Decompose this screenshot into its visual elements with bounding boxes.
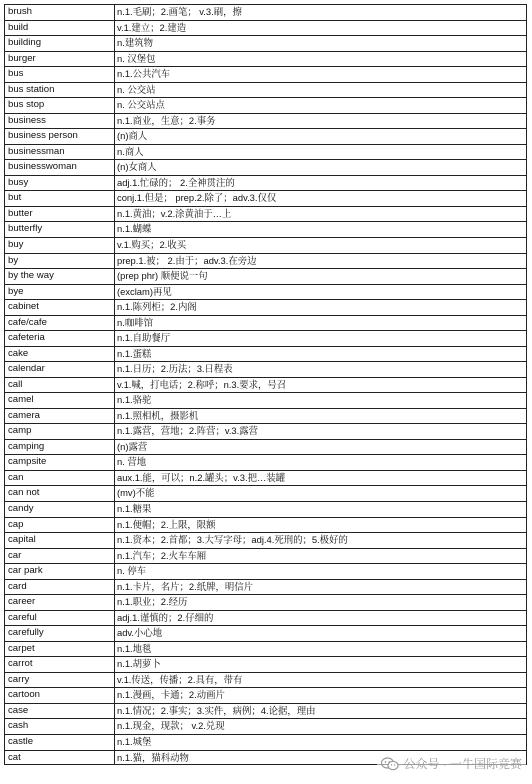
word-cell: cash: [4, 719, 115, 734]
definition-cell: n.1.职业；2.经历: [115, 595, 527, 610]
table-row: [4, 501, 527, 517]
word-cell: camera: [4, 409, 115, 424]
word-cell: calendar: [4, 362, 115, 377]
definition-cell: n.1.公共汽车: [115, 67, 527, 82]
word-cell: camping: [4, 440, 115, 455]
table-row: [4, 454, 527, 470]
word-cell: cafe/cafe: [4, 316, 115, 331]
table-row: [4, 144, 527, 160]
word-cell: build: [4, 21, 115, 36]
word-cell: butter: [4, 207, 115, 222]
definition-cell: n.1.资本；2.首都；3.大写字母；adj.4.死刑的；5.极好的: [115, 533, 527, 548]
definition-cell: n.商人: [115, 145, 527, 160]
table-row: [4, 175, 527, 191]
table-row: [4, 517, 527, 533]
table-row: [4, 485, 527, 501]
table-row: [4, 346, 527, 362]
word-cell: bus station: [4, 83, 115, 98]
table-row: [4, 253, 527, 269]
definition-cell: n. 营地: [115, 455, 527, 470]
table-row: [4, 548, 527, 564]
definition-cell: v.1.建立；2.建造: [115, 21, 527, 36]
definition-cell: (n)商人: [115, 129, 527, 144]
table-row: [4, 718, 527, 734]
definition-cell: n.1.卡片，名片；2.纸牌，明信片: [115, 580, 527, 595]
definition-cell: (exclam)再见: [115, 285, 527, 300]
table-row: [4, 377, 527, 393]
table-row: [4, 284, 527, 300]
word-cell: buy: [4, 238, 115, 253]
word-cell: castle: [4, 735, 115, 750]
definition-cell: prep.1.被； 2.由于；adv.3.在旁边: [115, 254, 527, 269]
word-cell: by: [4, 254, 115, 269]
definition-cell: (n)女商人: [115, 160, 527, 175]
definition-cell: n.1.现金，现款； v.2.兑现: [115, 719, 527, 734]
table-row: [4, 4, 527, 20]
definition-cell: n.1.陈列柜；2.内阁: [115, 300, 527, 315]
definition-cell: n.1.露营，营地；2.阵营；v.3.露营: [115, 424, 527, 439]
table-row: [4, 82, 527, 98]
word-cell: cafeteria: [4, 331, 115, 346]
word-cell: car: [4, 549, 115, 564]
watermark-text: 公众号 · 一牛国际竞赛: [403, 757, 522, 771]
definition-cell: n.1.城堡: [115, 735, 527, 750]
table-row: [4, 268, 527, 284]
word-cell: carry: [4, 673, 115, 688]
table-row: [4, 439, 527, 455]
definition-cell: n. 公交站: [115, 83, 527, 98]
table-row: [4, 392, 527, 408]
table-row: [4, 672, 527, 688]
word-cell: but: [4, 191, 115, 206]
table-row: [4, 20, 527, 36]
table-row: [4, 159, 527, 175]
table-row: [4, 97, 527, 113]
word-cell: business: [4, 114, 115, 129]
word-cell: cap: [4, 518, 115, 533]
word-cell: businessman: [4, 145, 115, 160]
definition-cell: n.1.漫画，卡通；2.动画片: [115, 688, 527, 703]
table-row: [4, 734, 527, 750]
definition-cell: n.1.情况；2.事实；3.实件，病例；4.论据，理由: [115, 704, 527, 719]
definition-cell: n.1.便帽；2.上限，限额: [115, 518, 527, 533]
word-cell: can not: [4, 486, 115, 501]
word-cell: card: [4, 580, 115, 595]
definition-cell: (prep phr) 顺便说一句: [115, 269, 527, 284]
table-row: [4, 35, 527, 51]
definition-cell: n.1.汽车；2.火车车厢: [115, 549, 527, 564]
table-row: [4, 594, 527, 610]
watermark: [377, 753, 526, 774]
definition-cell: n.1.商业，生意；2.事务: [115, 114, 527, 129]
table-row: [4, 128, 527, 144]
table-row: [4, 66, 527, 82]
definition-cell: n. 汉堡包: [115, 52, 527, 67]
table-row: [4, 237, 527, 253]
word-cell: cat: [4, 751, 115, 765]
word-cell: carpet: [4, 642, 115, 657]
table-row: [4, 656, 527, 672]
definition-cell: adj.1.忙碌的； 2.全神贯注的: [115, 176, 527, 191]
definition-cell: n.建筑物: [115, 36, 527, 51]
definition-cell: n.1.日历；2.历法；3.日程表: [115, 362, 527, 377]
table-row: [4, 641, 527, 657]
definition-cell: n.1.胡萝卜: [115, 657, 527, 672]
definition-cell: (n)露营: [115, 440, 527, 455]
word-cell: camel: [4, 393, 115, 408]
definition-cell: n.1.毛刷；2.画笔； v.3.刷，擦: [115, 5, 527, 20]
table-row: [4, 206, 527, 222]
word-cell: businesswoman: [4, 160, 115, 175]
definition-cell: v.1.传送，传播；2.具有，带有: [115, 673, 527, 688]
definition-cell: n.1.蛋糕: [115, 347, 527, 362]
definition-cell: n. 公交站点: [115, 98, 527, 113]
vocabulary-table: [4, 4, 527, 765]
word-cell: cake: [4, 347, 115, 362]
definition-cell: n. 停车: [115, 564, 527, 579]
word-cell: bus: [4, 67, 115, 82]
word-cell: brush: [4, 5, 115, 20]
word-cell: butterfly: [4, 222, 115, 237]
table-row: [4, 51, 527, 67]
table-row: [4, 221, 527, 237]
word-cell: carrot: [4, 657, 115, 672]
table-row: [4, 625, 527, 641]
word-cell: case: [4, 704, 115, 719]
word-cell: call: [4, 378, 115, 393]
definition-cell: n.1.猫，猫科动物: [115, 751, 527, 765]
table-row: [4, 330, 527, 346]
table-row: [4, 579, 527, 595]
word-cell: candy: [4, 502, 115, 517]
definition-cell: n.1.地毯: [115, 642, 527, 657]
definition-cell: n.1.蝴蝶: [115, 222, 527, 237]
definition-cell: n.1.骆驼: [115, 393, 527, 408]
table-row: [4, 299, 527, 315]
wechat-icon: [381, 757, 399, 771]
table-row: [4, 190, 527, 206]
definition-cell: adv.小心地: [115, 626, 527, 641]
word-cell: careful: [4, 611, 115, 626]
word-cell: cabinet: [4, 300, 115, 315]
definition-cell: v.1.喊，打电话；2.称呼；n.3.要求，号召: [115, 378, 527, 393]
word-cell: busy: [4, 176, 115, 191]
table-row: [4, 532, 527, 548]
table-row: [4, 703, 527, 719]
word-cell: camp: [4, 424, 115, 439]
definition-cell: (mv)不能: [115, 486, 527, 501]
definition-cell: adj.1.谨慎的；2.仔细的: [115, 611, 527, 626]
word-cell: car park: [4, 564, 115, 579]
table-row: [4, 113, 527, 129]
word-cell: building: [4, 36, 115, 51]
table-row: [4, 563, 527, 579]
definition-cell: n.1.自助餐厅: [115, 331, 527, 346]
definition-cell: n.1.照相机，摄影机: [115, 409, 527, 424]
word-cell: career: [4, 595, 115, 610]
word-cell: bus stop: [4, 98, 115, 113]
word-cell: burger: [4, 52, 115, 67]
word-cell: business person: [4, 129, 115, 144]
table-row: [4, 315, 527, 331]
word-cell: by the way: [4, 269, 115, 284]
definition-cell: n.咖啡馆: [115, 316, 527, 331]
table-row: [4, 423, 527, 439]
table-row: [4, 610, 527, 626]
word-cell: bye: [4, 285, 115, 300]
table-row: [4, 408, 527, 424]
table-row: [4, 687, 527, 703]
table-row: [4, 361, 527, 377]
definition-cell: v.1.购买；2.收买: [115, 238, 527, 253]
definition-cell: conj.1.但是； prep.2.除了；adv.3.仅仅: [115, 191, 527, 206]
word-cell: capital: [4, 533, 115, 548]
definition-cell: aux.1.能，可以；n.2.罐头；v.3.把…装罐: [115, 471, 527, 486]
word-cell: can: [4, 471, 115, 486]
word-cell: campsite: [4, 455, 115, 470]
definition-cell: n.1.糖果: [115, 502, 527, 517]
word-cell: cartoon: [4, 688, 115, 703]
word-cell: carefully: [4, 626, 115, 641]
definition-cell: n.1.黄油；v.2.涂黄油于…上: [115, 207, 527, 222]
table-row: [4, 470, 527, 486]
